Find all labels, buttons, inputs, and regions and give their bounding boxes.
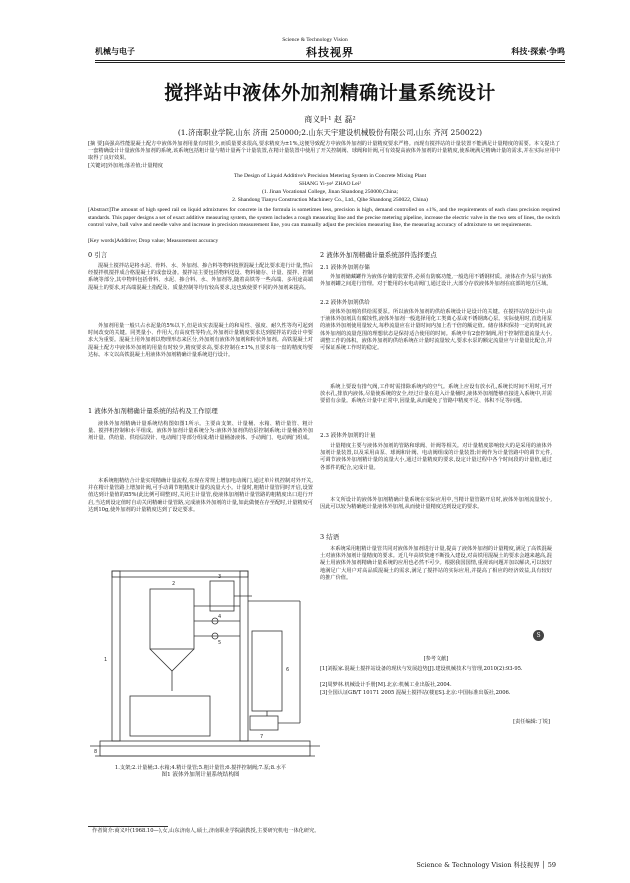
svg-text:4: 4 <box>218 614 222 620</box>
authors: 商义叶¹ 赵 磊² <box>304 115 356 124</box>
page-footer: Science & Technology Vision 科技视界 │ 59 <box>416 861 556 869</box>
paragraph: 计量精度主要与液体外加剂的管路和球阀、针阀等相关。对计量精度影响较大的是采用的液体外加剂计量装置,以及采用由泵、球阀和针阀、电动阀组成的计量装置;针阀作为计量管路中的调节元件,可调节液体外加剂精计量的流量大小,通过计量精度的要求,设定计量过程中各个时间段的计量值,通过各部件的配合,完成计量。 <box>320 443 552 471</box>
subsection-heading: 2.2 液体外加剂供给 <box>320 300 370 306</box>
reference-item: [2]周梦林.机械设计手册[M].北京:机械工业出版社,2004. <box>320 682 452 688</box>
title-en: The Design of Liquid Additive's Precision Metering System in Concrete Mixing Plant <box>233 173 427 179</box>
section-badge: S <box>533 630 544 641</box>
svg-text:8: 8 <box>94 749 98 755</box>
header-rule-thin <box>95 62 565 63</box>
svg-text:5: 5 <box>218 640 222 646</box>
paragraph: 混凝土搅拌站是将水泥、骨料、水、外加剂、掺合料等物料按照混凝土配比要求进行计量,然后经搅拌机搅拌成合格混凝土的成套设备。搅拌站主要包括物料送设、物料储存、计量、搅拌、控制系统等部分,其中物料包括骨料、水泥、掺合料、水、外加剂等,随着高铁等一些高端、多用途高端混凝土的要求,对高端混凝土指配及、质量控制等均有较高要求,这也致使要不同的外加剂来提高。 <box>88 263 313 291</box>
paragraph: 本文所设计的液体外加剂精确计量系统在实际应用中,当精计量管路开启时,液体外加剂流量较小,因此可以较为精确地计量液体外加剂,从而使计量精度达到设定的要求。 <box>320 497 552 511</box>
affiliations: (1.济南职业学院,山东 济南 250000;2.山东天宇建设机械股份有限公司,山东 齐河 250022) <box>177 128 483 137</box>
section-heading: 0 引言 <box>88 251 108 259</box>
paragraph: 系统上要设有排气阀,工作时需排除系统内的空气。系统上应设有放水孔,系统长时间不用时,可开放水孔,排放内液体,尽量使系统的安全,经过计量在进入计量桶时,液体外加剂能够直接进入系统中,并需要留有余量。系统在计量中正常中,因量量,从而避免了管路中精度不足、体积不足等问题。 <box>320 384 552 405</box>
figure-1-diagram <box>90 561 320 766</box>
section-heading: 1 液体外加剂精确计量系统的结构及工作原理 <box>88 407 218 415</box>
svg-text:1: 1 <box>104 657 108 663</box>
paragraph: 液体外加剂的供给需要泵。所以液体外加剂的供给系统设计是设计的关键。在搅拌站的设计中,由于液体外加剂具有腐蚀性,液体外加剂一般选择用化工类离心泵或不锈钢离心泵。实际使用时,首选用泵的液体外加剂使用量较大,每秒流量应在计量时间内加上若干倍的额定值。储存体积保持一定的时间,液体外加剂的流量范围的理想状态是保持适合使用的时间。系统中有2套控制阀,用于控制管道流量大小,调整工作的体积。液体外加剂的供给系统在计量时流量较大,要求水泵的额定流量应与计量量比配合,并可保证系统工作时的稳定。 <box>320 309 552 352</box>
section-heading: 3 结语 <box>320 533 340 541</box>
paragraph: 液体外加剂精确计量系统结构图如图1所示。主要由支架、计量桶、水箱、精计量管、粗计量、搅拌机控制和水平组成。液体外加剂计量系统分为:液体外加剂供给泵控制系统;计量桶备外加剂计量、供给量、供给层段针、电动阀门等部分组成;精计量桶备液体、手动阀门、电动阀门组成。 <box>88 421 313 442</box>
header-section-left: 机械与电子 <box>95 46 135 56</box>
keywords-cn: [关键词]外加剂;落差值;计量精度 <box>88 163 163 169</box>
header-rule <box>95 60 565 61</box>
journal-name-en: Science & Technology Vision <box>282 37 348 43</box>
keywords-en: [Key words]Additive; Drop value; Measurement accuracy <box>88 238 219 244</box>
reference-item: [3]全国认证GB/T 10171 2005 混凝土搅拌站(楼)[S].北京:中国标准出版社,2006. <box>320 690 511 696</box>
section-heading: 2 液体外加剂精确计量系统部件选择要点 <box>320 251 437 259</box>
abstract-en: [Abstract]The amount of high speed rail on liquid admixtures for concrete in the formula is sometimes less, precision is high, demand controlled on ±1%, and the requirements of each class precision required standards. This paper designs a set of exact additive measuring system, the system includes a rough measuring line and the precise metering pipeline, increase the electric valve in the two sets of lines, the switch control valve, ball valve and needle valve and increase in precision measurement line, you can manually adjust the precision measuring line, the measuring accuracy of admixture to set requirements. <box>88 207 560 229</box>
reference-item: [1]刘振家.混凝土搅拌站设备的现状与发展趋势[J].建设机械技术与管理,2010(2):93-95. <box>320 666 523 672</box>
paragraph: 本系统采用粗精计量管共同对液体外加剂进行计量,提高了液体外加剂的计量精度,满足了高铁混凝土对液体外加剂计量精度的要求。近几年高铁快速不断投入建设,对高铁用混凝土的要求会越来越高,混凝土用液体外加剂精确计量系统的应用也必然不可少。根据我国国情,重视该问题并加以解决,可以较好地满足广大用户对高品质混凝土的需求,满足了搅拌站的实际应用,并提高了相应的经济效益,具有较好的推广价值。 <box>320 546 552 581</box>
author-footnote: 作者简介:商义叶(1968.10—),女,山东济南人,硕士,济南职业学院副教授,主要研究机电一体化研究。 <box>92 828 320 834</box>
figure-legend: 1.支架;2.计量桶;3.水箱;4.精计量管;5.粗计量管;6.搅拌控制阀;7.泵;8.水平 <box>114 765 287 771</box>
paragraph: 本系统粗精结合计量实现精确计量流程,在现在常规上增加电动阀门,通过单片机控制对外开关,并在精计量管路上增加针阀,可手动调节粗精度计量的流量大小。计量时,粗精计量管同时开启,设置值达到计量值的85%(此比例可调整)时,关闭主计量管,使液体加剂精计量管路的粗精度出口进行开启,当达到设定值时自动关闭精确计量管路,完成液体外加剂的计量,如此做便在存至配时,计量精度可达到10g,使外加剂的计量精度达到了设定要求。 <box>88 478 313 513</box>
svg-text:6: 6 <box>286 667 290 673</box>
subsection-heading: 2.1 液体外加剂存储 <box>320 265 370 271</box>
footnote-rule <box>88 826 168 827</box>
authors-en: SHANG Yi-ye¹ ZHAO Lei² <box>298 181 362 187</box>
affiliation-en-1: (1. Jinan Vocational College, Jinan Shandong 250000,China; <box>261 189 399 195</box>
paper-title: 搅拌站中液体外加剂精确计量系统设计 <box>164 82 496 104</box>
paragraph: 外加剂储藏罐作为液体存储的装置件,必须有防腐功能,一般选用不锈钢材质。液体在作为泵与液体外加剂罐之间进行管理。对于能用的水电动阀门,通过设计,大部分存放液体外加剂在底部的地方区域。 <box>320 274 552 288</box>
figure-caption: 图1 液体外加剂计量系统结构图 <box>161 772 240 778</box>
svg-text:3: 3 <box>218 574 222 580</box>
abstract-cn: [摘 要]高强高性能混凝土配方中液体外加剂用量有时很少,而质量要求很高,要求精度为±1%,这便导致配方中液体外加剂的计量精度要求严格。而现有搅拌站的计量装置不能满足计量精度的需要。本文提出了一套精确设计计量液体外加剂的系统,该系统包括粗计量与精计量两个计量装置,在精计量装置中使用了开关控制阀、球阀和针阀,可有效提高液体外加剂的计量精度,使系统满足精确计量的需求,并在实际应用中取得了良好效果。 <box>88 141 560 162</box>
references-title: [参考文献] <box>423 656 449 662</box>
paragraph: 外加剂用量一般只占水泥量的5%以下,但是该实表混凝土的和易性、强度、耐久性等均可起到时间改变的关键。同类量小、作用大,有高度性等特点,外加剂计量精度要求达到搅拌站的设计中要求大为重要。混凝土用外加剂以物理形态来区分,外加剂有液体外加剂和粉状外加剂。高铁混凝土对混凝土配方中液体外加剂的用量有时较少,精度要求高,要求控制在±1%,且要求每一盘的精度均要达标。本文以高铁混凝土用液体外加剂精确计量系统进行设计。 <box>88 323 313 358</box>
header-section-right: 科技·探索·争鸣 <box>511 46 565 56</box>
svg-text:7: 7 <box>260 734 264 740</box>
editor-note: [责任编辑:丁锐] <box>513 719 550 725</box>
svg-text:2: 2 <box>172 581 176 587</box>
running-header <box>95 45 565 59</box>
affiliation-en-2: 2. Shandong Tianyu Construction Machinery Co., Ltd., Qihe Shandong 250022, China) <box>232 197 428 203</box>
subsection-heading: 2.3 液体外加剂的计量 <box>320 433 376 439</box>
header-journal-cn: 科技视界 <box>306 46 354 59</box>
